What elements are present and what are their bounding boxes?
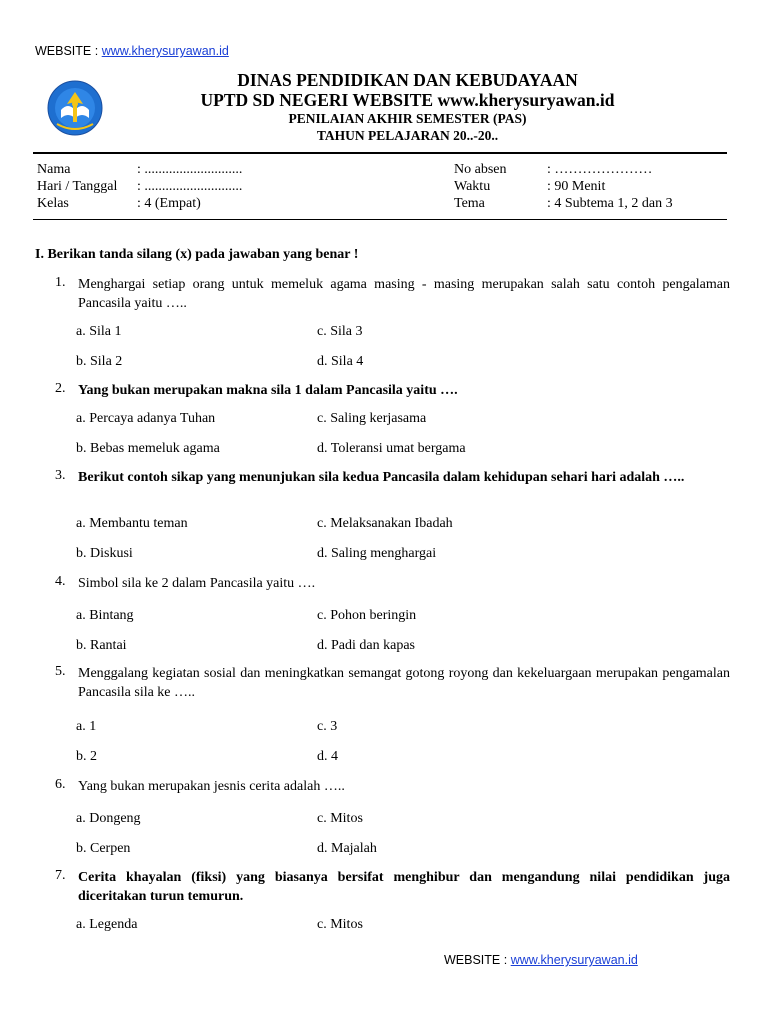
- hari-label: Hari / Tanggal: [37, 179, 118, 194]
- option-d[interactable]: d. Sila 4: [317, 354, 364, 369]
- option-c[interactable]: c. 3: [317, 719, 338, 734]
- header-divider: [33, 152, 727, 154]
- tema-value: : 4 Subtema 1, 2 dan 3: [547, 196, 673, 211]
- question-text: Cerita khayalan (fiksi) yang biasanya bersifat menghibur dan mengandung nilai pendidikan juga diceritakan turun temurun.: [78, 870, 730, 904]
- tut-wuri-handayani-logo: [47, 80, 103, 136]
- option-a[interactable]: a. Bintang: [76, 608, 134, 623]
- header-line-3: PENILAIAN AKHIR SEMESTER (PAS): [288, 111, 527, 126]
- question-number: 3.: [55, 468, 66, 483]
- option-a[interactable]: a. 1: [76, 719, 97, 734]
- question-text: Simbol sila ke 2 dalam Pancasila yaitu ….: [78, 576, 316, 591]
- bottom-website-line: [444, 953, 638, 967]
- option-c[interactable]: c. Melaksanakan Ibadah: [317, 516, 453, 531]
- tema-label: Tema: [454, 196, 485, 211]
- info-divider: [33, 219, 727, 220]
- website-link[interactable]: www.kherysuryawan.id: [510, 953, 638, 967]
- option-a[interactable]: a. Membantu teman: [76, 516, 188, 531]
- waktu-value: : 90 Menit: [547, 179, 606, 194]
- option-c[interactable]: c. Pohon beringin: [317, 608, 417, 623]
- question-number: 6.: [55, 777, 66, 792]
- nama-label: Nama: [37, 162, 71, 177]
- question-number: 5.: [55, 664, 66, 679]
- option-b[interactable]: b. Cerpen: [76, 841, 131, 856]
- website-label: WEBSITE :: [35, 44, 102, 58]
- question-text: Yang bukan merupakan makna sila 1 dalam Pancasila yaitu ….: [78, 383, 458, 398]
- hari-value: : ............................: [137, 179, 243, 194]
- option-a[interactable]: a. Percaya adanya Tuhan: [76, 411, 216, 426]
- kelas-value: : 4 (Empat): [137, 196, 201, 211]
- absen-value: : …………………: [547, 162, 653, 177]
- section-heading: I. Berikan tanda silang (x) pada jawaban yang benar !: [35, 247, 359, 262]
- option-c[interactable]: c. Mitos: [317, 811, 363, 826]
- option-b[interactable]: b. Diskusi: [76, 546, 133, 561]
- question-text: Berikut contoh sikap yang menunjukan sila kedua Pancasila dalam kehidupan sehari hari adalah …..: [78, 470, 685, 485]
- option-d[interactable]: d. Saling menghargai: [317, 546, 437, 561]
- absen-label: No absen: [454, 162, 507, 177]
- header-line-2: UPTD SD NEGERI WEBSITE www.kherysuryawan.id: [200, 90, 615, 110]
- option-a[interactable]: a. Dongeng: [76, 811, 141, 826]
- top-website-line: [35, 44, 229, 58]
- nama-value: : ............................: [137, 162, 243, 177]
- option-d[interactable]: d. Majalah: [317, 841, 377, 856]
- option-d[interactable]: d. Padi dan kapas: [317, 638, 415, 653]
- question-number: 2.: [55, 381, 66, 396]
- option-c[interactable]: c. Mitos: [317, 917, 363, 932]
- waktu-label: Waktu: [454, 179, 491, 194]
- question-number: 4.: [55, 574, 66, 589]
- question-number: 1.: [55, 275, 66, 290]
- option-b[interactable]: b. Rantai: [76, 638, 127, 653]
- option-b[interactable]: b. 2: [76, 749, 97, 764]
- option-b[interactable]: b. Bebas memeluk agama: [76, 441, 220, 456]
- website-link[interactable]: www.kherysuryawan.id: [101, 44, 229, 58]
- option-c[interactable]: c. Saling kerjasama: [317, 411, 427, 426]
- header-line-1: DINAS PENDIDIKAN DAN KEBUDAYAAN: [237, 70, 578, 90]
- option-a[interactable]: a. Sila 1: [76, 324, 122, 339]
- question-text: Menghargai setiap orang untuk memeluk agama masing - masing merupakan salah satu contoh pengalaman Pancasila yaitu …..: [78, 277, 730, 311]
- website-label: WEBSITE :: [444, 953, 511, 967]
- question-text: Yang bukan merupakan jesnis cerita adalah …..: [78, 779, 345, 794]
- option-a[interactable]: a. Legenda: [76, 917, 138, 932]
- document-header: [110, 70, 705, 144]
- question-number: 7.: [55, 868, 66, 883]
- kelas-label: Kelas: [37, 196, 69, 211]
- option-b[interactable]: b. Sila 2: [76, 354, 123, 369]
- header-line-4: TAHUN PELAJARAN 20..-20..: [316, 128, 499, 143]
- question-text: Menggalang kegiatan sosial dan meningkatkan semangat gotong royong dan kekeluargaan merupakan pengamalan Pancasila sila ke …..: [78, 666, 730, 700]
- option-c[interactable]: c. Sila 3: [317, 324, 363, 339]
- option-d[interactable]: d. Toleransi umat bergama: [317, 441, 466, 456]
- option-d[interactable]: d. 4: [317, 749, 338, 764]
